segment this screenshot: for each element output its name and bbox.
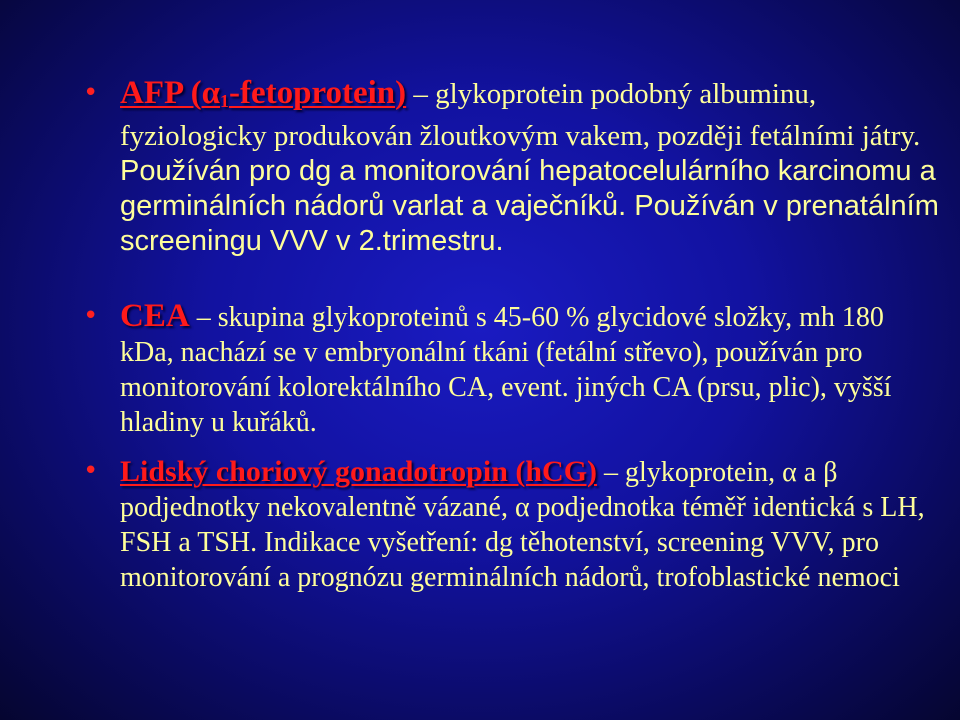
dash: – [406, 78, 436, 110]
term-afp-suffix: -fetoprotein) [228, 75, 407, 111]
bullet-icon: • [83, 301, 99, 331]
term-afp-prefix: AFP (α [120, 75, 220, 111]
term-cea: CEA [120, 298, 190, 334]
afp-description-serif: glykoprotein podobný albuminu, fyziologicky produkován žloutkovým vakem, později fetálními játry. [120, 78, 921, 152]
afp-description-sans: Používán pro dg a monitorování hepatocelulárního karcinomu a germinálních nádorů varlat a vaječníků. Používán v prenatálním screeningu VVV v 2.trimestru. [120, 155, 939, 257]
bullet-icon: • [83, 78, 99, 108]
hcg-description: glykoprotein, α a β podjednotky nekovalentně vázané, α podjednotka téměř identická s LH, FSH a TSH. Indikace vyšetření: dg těhotenství, screening VVV, pro monitorování a prognózu germinálních nádorů, trofoblastické nemoci [120, 457, 925, 593]
list-item-hcg [83, 454, 940, 595]
list-item-afp [83, 75, 940, 259]
dash: – [597, 457, 626, 488]
dash: – [189, 302, 218, 333]
bullet-icon: • [83, 456, 99, 486]
cea-description: skupina glykoproteinů s 45-60 % glycidové složky, mh 180 kDa, nachází se v embryonální tkáni (fetální střevo), používán pro monitorování kolorektálního CA, event. jiných CA (prsu, plic), vyšší hladiny u kuřáků. [120, 302, 892, 438]
term-hcg: Lidský choriový gonadotropin (hCG) [120, 455, 598, 488]
list-item-cea [83, 298, 940, 440]
term-afp [120, 75, 406, 111]
term-afp-subscript: 1 [219, 91, 229, 111]
